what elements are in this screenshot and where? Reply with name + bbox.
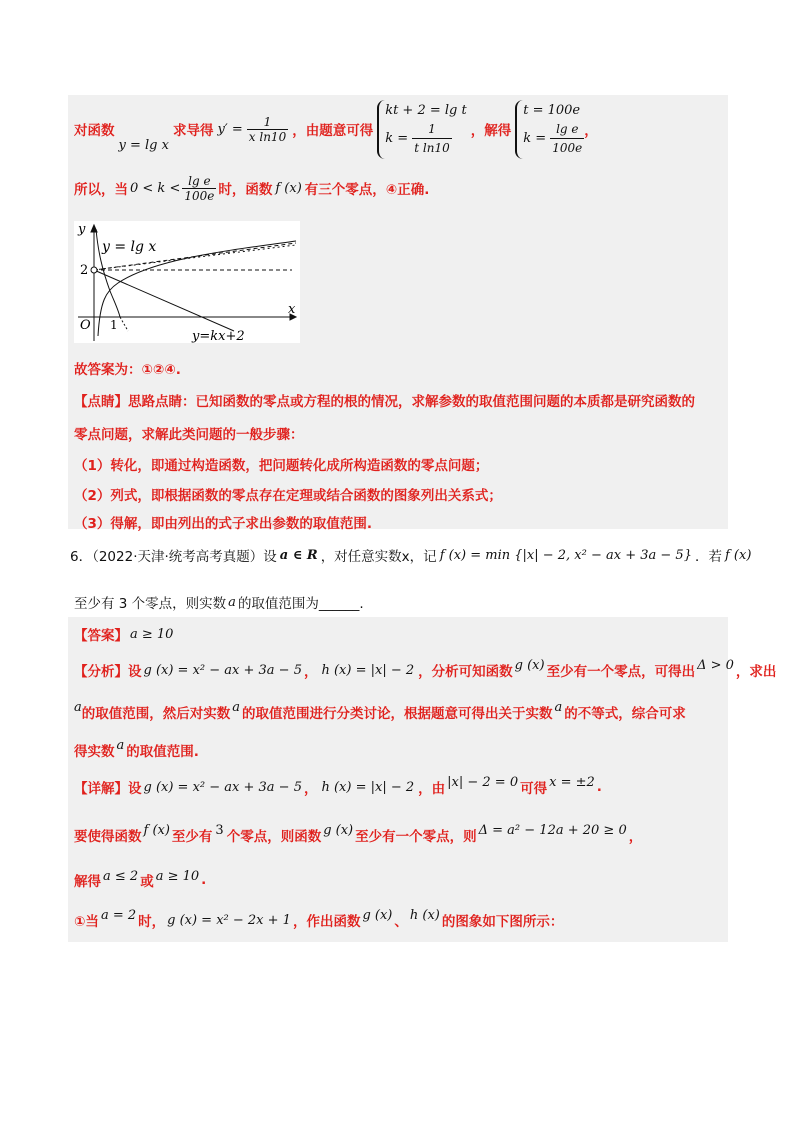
- case-1: a ≤ 2: [103, 868, 139, 884]
- denominator: 100e: [184, 188, 215, 203]
- analysis-tag: 【分析】设: [74, 664, 142, 680]
- system-row-2: [523, 120, 584, 157]
- answer-tag: 【答案】: [74, 628, 128, 644]
- discriminant-inequality: Δ = a² − 12a + 20 ≥ 0: [478, 822, 627, 838]
- tick-one-label: 1: [110, 318, 118, 332]
- x-axis-label: x: [288, 302, 296, 317]
- text: 的取值范围进行分类讨论，根据题意可得出关于实数: [242, 706, 553, 722]
- detail-line-1: [74, 772, 602, 802]
- g-definition: g (x) = x² − ax + 3a − 5: [143, 779, 302, 795]
- tip-line-4: （2）列式，即根据函数的零点存在定理或结合函数的图象列出关系式；: [74, 488, 502, 504]
- detail-line-2: [74, 820, 642, 850]
- h-definition: h (x) = |x| − 2: [321, 662, 415, 678]
- tick-two-label: 2: [80, 263, 89, 278]
- text: .: [201, 872, 207, 888]
- text: 至少有一个零点，可得出: [546, 664, 696, 680]
- a-in-R: a ∈ R: [279, 547, 318, 563]
- text: ，分析可知函数: [418, 664, 513, 680]
- text: 至少有: [171, 829, 213, 845]
- numerator: 1: [247, 115, 288, 130]
- numerator: 1: [412, 120, 451, 139]
- text: ，作出函数: [292, 914, 361, 930]
- k-eq: k =: [523, 130, 547, 146]
- system-row-1: kt + 2 = lg t: [385, 102, 467, 118]
- text: ，: [303, 664, 318, 680]
- function-graph: [74, 221, 300, 343]
- analysis-line-3: [74, 737, 199, 760]
- formula-lgx: y = lg x: [118, 137, 169, 153]
- derivative-lhs: y′ =: [217, 121, 243, 137]
- text: ，对任意实数x，记: [320, 549, 437, 565]
- tip-line-1: 【点睛】思路点睛：已知函数的零点或方程的根的情况，求解参数的取值范围问题的本质都是研究函数的: [74, 394, 695, 410]
- text: 、: [394, 914, 408, 930]
- text: 个零点，则函数: [226, 829, 322, 845]
- var-a: a: [74, 699, 82, 715]
- var-a: a: [116, 737, 125, 753]
- text: 时，函数: [218, 182, 273, 198]
- text: 的不等式，综合可求: [564, 706, 686, 722]
- question-6-line-2: [74, 592, 364, 612]
- text: ，: [628, 829, 643, 845]
- text: 的取值范围为______.: [237, 596, 364, 612]
- answer-line: 故答案为：①②④.: [74, 362, 181, 378]
- detail-line-4: [74, 905, 563, 935]
- var-a: a: [554, 699, 563, 715]
- question-6-line-1: [70, 542, 751, 568]
- k-eq: k =: [385, 130, 409, 146]
- function-f: f (x): [275, 180, 302, 196]
- text: 时，: [138, 914, 166, 930]
- condition-fraction: [182, 174, 216, 203]
- function-g: g (x): [514, 657, 545, 673]
- y-axis-label: y: [78, 222, 86, 237]
- text: 求导得: [172, 123, 214, 139]
- tip-line-5: （3）得解，即由列出的式子求出参数的取值范围.: [74, 516, 373, 532]
- text: 得实数: [74, 744, 115, 760]
- answer-row: [74, 624, 173, 644]
- text: ．若: [694, 549, 722, 565]
- detail-tag: 【详解】设: [74, 781, 142, 797]
- curve-label: y = lg x: [102, 239, 157, 255]
- function-g: g (x): [362, 907, 393, 923]
- k-fraction: [550, 120, 584, 157]
- numerator: lg e: [182, 174, 216, 189]
- abs-equation: |x| − 2 = 0: [447, 774, 519, 790]
- text: 或: [140, 874, 154, 890]
- small-dashed: [120, 317, 128, 331]
- answer-value: a ≥ 10: [130, 626, 174, 642]
- denominator: x ln10: [248, 129, 287, 144]
- var-a: a: [228, 594, 236, 610]
- equation-system-1: [377, 100, 467, 159]
- equation-system-2: [515, 100, 584, 159]
- origin-label: O: [80, 318, 91, 333]
- derivative-line: [74, 100, 598, 158]
- denominator: 100e: [552, 140, 583, 155]
- delta-condition: Δ > 0: [697, 657, 734, 673]
- h-definition: h (x) = |x| − 2: [321, 779, 415, 795]
- text: 解得: [74, 874, 101, 890]
- f-definition: f (x) = min {|x| − 2, x² − ax + 3a − 5}: [439, 547, 692, 563]
- analysis-line-2: [74, 699, 686, 722]
- text: 至少有一个零点，则: [355, 829, 477, 845]
- system-row-1: t = 100e: [523, 102, 581, 118]
- text: ，: [303, 781, 318, 797]
- derivative-fraction: [247, 115, 288, 144]
- question-number: 6．（2022·天津·统考高考真题）设: [70, 549, 277, 565]
- lg-curve: [98, 241, 296, 336]
- text: ，求出: [735, 664, 777, 680]
- function-h: h (x): [409, 907, 440, 923]
- var-a: a: [232, 699, 241, 715]
- g-definition: g (x) = x² − ax + 3a − 5: [143, 662, 302, 678]
- text: 至少有 3 个零点，则实数: [74, 596, 227, 612]
- text: ，解得: [470, 123, 512, 139]
- condition: 0 < k <: [130, 180, 181, 196]
- numerator: lg e: [550, 120, 584, 139]
- case-condition: a = 2: [100, 907, 137, 923]
- function-g: g (x): [323, 822, 354, 838]
- g-definition: g (x) = x² − 2x + 1: [167, 912, 291, 928]
- text: 的取值范围.: [126, 744, 199, 760]
- graph-svg: [74, 221, 300, 343]
- text: ，由: [418, 781, 446, 797]
- text: 对函数: [74, 123, 115, 139]
- tip-line-2: 零点问题，求解此类问题的一般步骤：: [74, 427, 304, 443]
- k-fraction: [412, 120, 451, 157]
- text: 的取值范围，然后对实数: [81, 706, 231, 722]
- text: .: [596, 779, 602, 795]
- intercept-point: [91, 267, 97, 273]
- text: 所以，当: [74, 182, 128, 198]
- conclusion-line: [74, 168, 429, 208]
- function-f: f (x): [143, 822, 170, 838]
- case-2: a ≥ 10: [155, 868, 200, 884]
- function-f: f (x): [724, 547, 752, 563]
- text: 有三个零点，④正确.: [304, 182, 430, 198]
- text: ①当: [74, 914, 99, 930]
- system-row-2: [385, 120, 467, 157]
- solution: x = ±2: [549, 774, 595, 790]
- text: ，由题意可得: [292, 123, 374, 139]
- text: 要使得函数: [74, 829, 142, 845]
- tip-line-3: （1）转化，即通过构造函数，把问题转化成所构造函数的零点问题；: [74, 458, 489, 474]
- text: 可得: [520, 781, 548, 797]
- denominator: t ln10: [414, 140, 450, 155]
- text: 的图象如下图所示：: [441, 914, 564, 930]
- analysis-line-1: [74, 655, 776, 685]
- text: ，: [584, 123, 598, 139]
- count-three: 3: [215, 822, 224, 838]
- line-label: y=kx+2: [192, 329, 245, 343]
- detail-line-3: [74, 870, 206, 890]
